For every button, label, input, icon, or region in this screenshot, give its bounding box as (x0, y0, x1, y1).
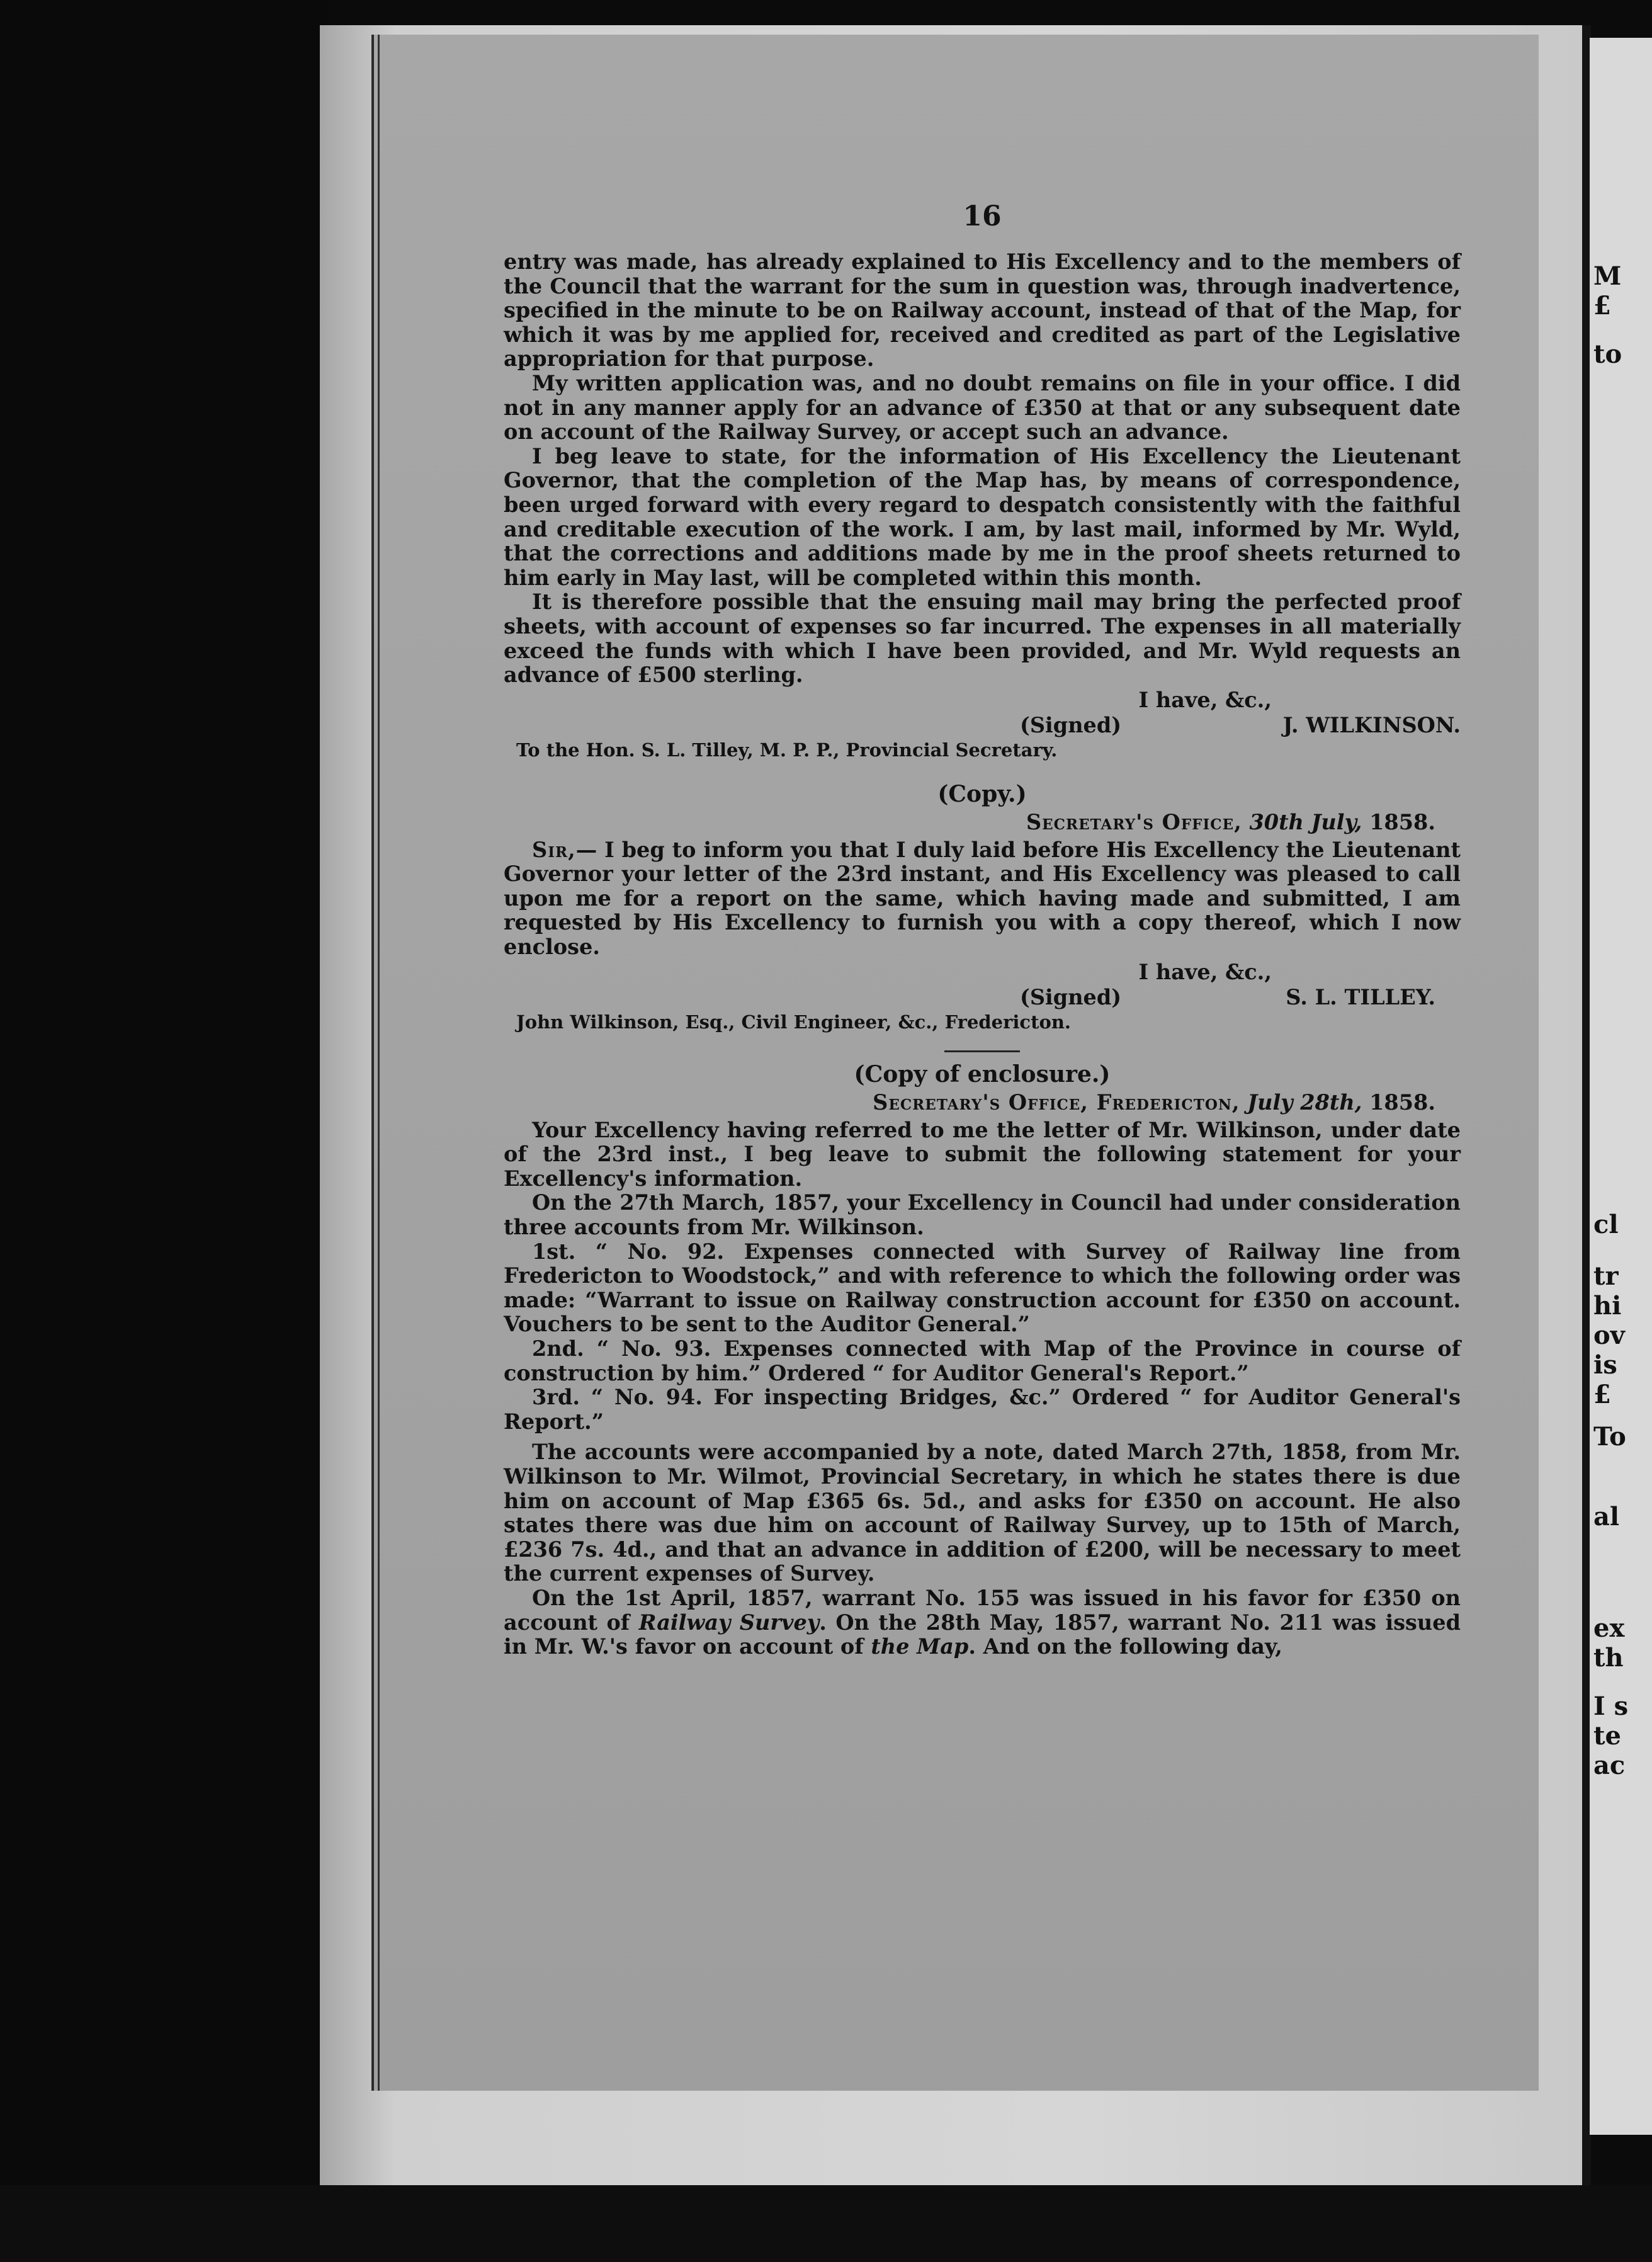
fragment-line: tr (1593, 1261, 1619, 1291)
fragment-line: ac (1593, 1751, 1626, 1780)
text-run: . And on the following day, (968, 1634, 1282, 1659)
fragment-line: ov (1593, 1321, 1625, 1350)
report-paragraph: On the 27th March, 1857, your Excellency in Council had under consideration three accounts from Mr. Wilkinson. (504, 1190, 1461, 1240)
enclosure-heading: (Copy of enclosure.) (854, 1060, 1111, 1088)
report-paragraph: 2nd. “ No. 93. Expenses connected with Map of the Province in course of construction by him.” Ordered “ for Auditor General's Report.” (504, 1336, 1461, 1385)
fragment-line: al (1593, 1502, 1620, 1532)
copy-heading: (Copy.) (937, 780, 1027, 807)
fragment-line: £ (1593, 1380, 1611, 1409)
fragment-line: M (1593, 261, 1622, 291)
office-name: Secretary's Office, (1026, 809, 1242, 834)
fragment-line: te (1593, 1721, 1621, 1751)
office-name: Secretary's Office, Fredericton, (873, 1089, 1240, 1115)
report-paragraph: 3rd. “ No. 94. For inspecting Bridges, &c.” Ordered “ for Auditor General's Report.” (504, 1385, 1461, 1434)
fragment-line: hi (1593, 1291, 1622, 1321)
report-paragraph (504, 1586, 1461, 1659)
signed-label: (Signed) (1020, 712, 1122, 737)
scan-background (0, 0, 327, 2262)
signature-line (504, 713, 1461, 738)
italic-run: Railway Survey (638, 1610, 820, 1635)
dateline-date: July 28th, (1247, 1089, 1362, 1115)
facing-page-fragment (1590, 38, 1652, 2135)
letter-paragraph: entry was made, has already explained to His Excellency and to the members of the Council that the warrant for the sum in question was, through inadvertence, specified in the minute to be on Railway account, instead of that of the Map, for which it was by me applied for, received and credited as part of the Legislative appropriation for that purpose. (504, 249, 1461, 372)
dateline-date: 30th July, (1249, 809, 1362, 834)
letter-closing: I have, &c., (1138, 687, 1272, 712)
addressee-line: To the Hon. S. L. Tilley, M. P. P., Provincial Secretary. (516, 739, 1058, 761)
letter-paragraph: It is therefore possible that the ensuing mail may bring the perfected proof sheets, with account of expenses so far incurred. The expenses in all materially exceed the funds with which I have been provided, and Mr. Wyld requests an advance of £500 sterling. (504, 589, 1461, 688)
letter-paragraph (504, 838, 1461, 960)
scan-bottom-shadow (0, 2185, 1652, 2262)
office-dateline (504, 1090, 1461, 1115)
text-run: . On the 28th May, 1857, warrant No. 211 was issued in Mr. W.'s favor on account of (504, 1610, 1461, 1659)
fragment-line: th (1593, 1643, 1624, 1673)
text-run: On the 1st April, 1857, warrant No. 155 was issued in his favor for £350 on account of (504, 1585, 1461, 1635)
page-edge-line (378, 35, 380, 2091)
page-text (504, 200, 1461, 1659)
office-dateline (504, 810, 1461, 834)
letter-body: — I beg to inform you that I duly laid before His Excellency the Lieutenant Governor your letter of the 23rd instant, and His Excellency was pleased to call upon me for a report on the same, which having made and submitted, I am requested by His Excellency to furnish you with a copy thereof, which I now enclose. (504, 837, 1461, 960)
letter-paragraph: My written application was, and no doubt remains on file in your office. I did not in any manner apply for an advance of £350 at that or any subsequent date on account of the Railway Survey, or accept such an advance. (504, 370, 1461, 445)
salutation: Sir, (532, 837, 576, 862)
dateline-year: 1858. (1369, 809, 1435, 834)
fragment-line: cl (1593, 1210, 1619, 1239)
report-paragraph: The accounts were accompanied by a note, dated March 27th, 1858, from Mr. Wilkinson to Mr. Wilmot, Provincial Secretary, in which he states there is due him on account of Map £365 6s. 5d., and asks for £350 on account. He also states there was due him on account of Railway Survey, up to 15th of March, £236 7s. 4d., and that an advance in addition of £200, will be necessary to meet the current expenses of Survey. (504, 1440, 1461, 1586)
fragment-line: to (1593, 339, 1622, 369)
italic-run: the Map (871, 1634, 969, 1659)
letter-paragraph: I beg leave to state, for the information of His Excellency the Lieutenant Governor, that the completion of the Map has, by means of correspondence, been urged forward with every regard to despatch consistently with the faithful and creditable execution of the work. I am, by last mail, informed by Mr. Wyld, that the corrections and additions made by me in the proof sheets returned to him early in May last, will be completed within this month. (504, 443, 1461, 590)
page-number: 16 (963, 200, 1002, 232)
report-paragraph: Your Excellency having referred to me the letter of Mr. Wilkinson, under date of the 23rd inst., I beg leave to submit the following statement for your Excellency's information. (504, 1117, 1461, 1191)
section-divider (944, 1050, 1020, 1052)
fragment-line: £ (1593, 291, 1611, 321)
fragment-line: is (1593, 1350, 1617, 1380)
fragment-line: To (1593, 1422, 1626, 1452)
fragment-line: I s (1593, 1691, 1629, 1721)
signature-line (504, 985, 1461, 1010)
dateline-year: 1858. (1369, 1089, 1435, 1115)
addressee-line: John Wilkinson, Esq., Civil Engineer, &c., Fredericton. (516, 1011, 1072, 1033)
letter-closing: I have, &c., (1138, 959, 1272, 984)
signed-label: (Signed) (1020, 984, 1122, 1009)
fragment-line: ex (1593, 1613, 1625, 1643)
signature: S. L. TILLEY. (1286, 984, 1435, 1009)
report-paragraph: 1st. “ No. 92. Expenses connected with Survey of Railway line from Fredericton to Woodstock,” and with reference to which the following order was made: “Warrant to issue on Railway construction account for £350 on account. Vouchers to be sent to the Auditor General.” (504, 1239, 1461, 1337)
signature: J. WILKINSON. (1282, 712, 1461, 737)
